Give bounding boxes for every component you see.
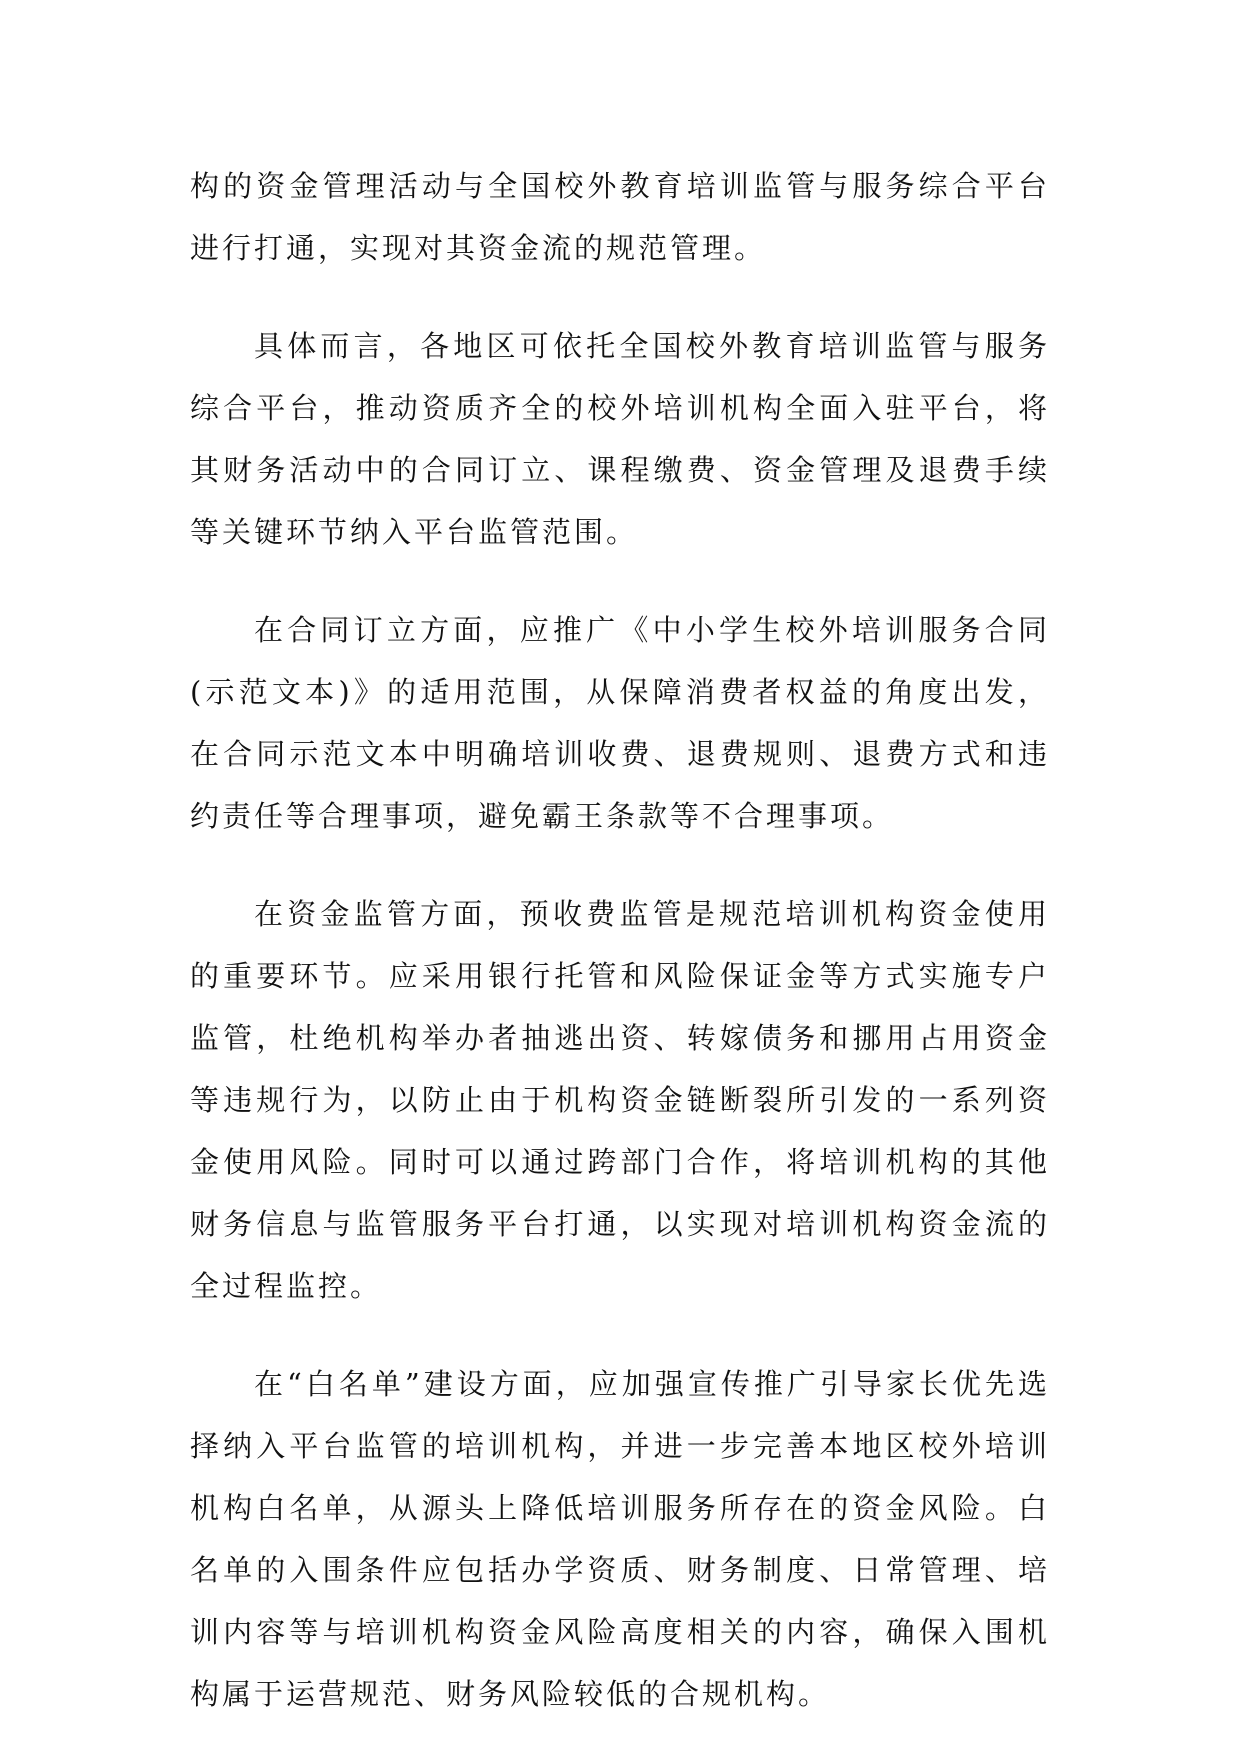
- document-body: [190, 155, 1050, 1761]
- paragraph-platform-overview: 具体而言，各地区可依托全国校外教育培训监管与服务综合平台，推动资质齐全的校外培训机构全面入驻平台，将其财务活动中的合同订立、课程缴费、资金管理及退费手续等关键环节纳入平台监管范围。: [190, 329, 1050, 549]
- paragraph-contract: 在合同订立方面，应推广《中小学生校外培训服务合同(示范文本)》的适用范围，从保障消费者权益的角度出发，在合同示范文本中明确培训收费、退费规则、退费方式和违约责任等合理事项，避免霸王条款等不合理事项。: [190, 613, 1050, 833]
- paragraph-fund-supervision: 在资金监管方面，预收费监管是规范培训机构资金使用的重要环节。应采用银行托管和风险保证金等方式实施专户监管，杜绝机构举办者抽逃出资、转嫁债务和挪用占用资金等违规行为，以防止由于机构资金链断裂所引发的一系列资金使用风险。同时可以通过跨部门合作，将培训机构的其他财务信息与监管服务平台打通，以实现对培训机构资金流的全过程监控。: [190, 897, 1050, 1303]
- paragraph-whitelist: 在“白名单”建设方面，应加强宣传推广引导家长优先选择纳入平台监管的培训机构，并进一步完善本地区校外培训机构白名单，从源头上降低培训服务所存在的资金风险。白名单的入围条件应包括办学资质、财务制度、日常管理、培训内容等与培训机构资金风险高度相关的内容，确保入围机构属于运营规范、财务风险较低的合规机构。: [190, 1367, 1050, 1711]
- paragraph-continuation: 构的资金管理活动与全国校外教育培训监管与服务综合平台进行打通，实现对其资金流的规范管理。: [190, 169, 1050, 265]
